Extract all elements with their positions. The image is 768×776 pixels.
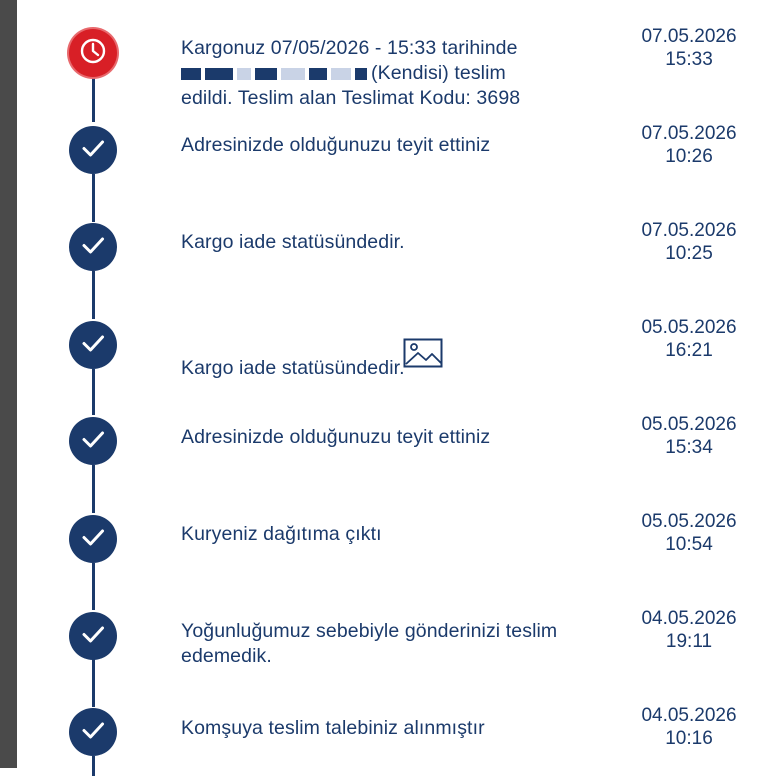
event-date: 07.05.2026 [641,26,737,47]
event-datetime [629,510,749,556]
event-datetime [629,316,749,362]
timeline-connector [92,465,95,513]
event-datetime [629,413,749,459]
status-dot-done [69,417,117,465]
check-icon [79,134,107,167]
event-date: 07.05.2026 [641,220,737,241]
status-dot-delivered [69,29,117,77]
timeline-connector [92,76,95,122]
timeline-connector [92,756,95,776]
event-description-line [181,61,591,86]
event-time: 19:11 [665,631,713,652]
event-time: 10:25 [665,243,713,264]
event-description [181,338,591,381]
redacted-name-block [181,68,201,80]
check-icon [79,329,107,362]
event-datetime [629,219,749,265]
image-icon[interactable] [403,338,443,375]
event-description: Kargo iade statüsündedir. [181,231,405,253]
event-date: 07.05.2026 [641,123,737,144]
status-dot-done [69,708,117,756]
event-description: Komşuya teslim talebiniz alınmıştır [181,717,485,739]
status-dot-done [69,515,117,563]
clock-icon [78,36,108,71]
redacted-name-block [237,68,251,80]
event-time: 10:54 [665,534,713,555]
check-icon [79,231,107,264]
event-date: 05.05.2026 [641,317,737,338]
check-icon [79,523,107,556]
redacted-name-block [255,68,277,80]
redacted-name-block [205,68,233,80]
left-edge-strip [0,0,17,768]
timeline-connector [92,659,95,707]
redacted-name-block [281,68,305,80]
event-date: 05.05.2026 [641,414,737,435]
event-date: 04.05.2026 [641,705,737,726]
timeline-connector [92,174,95,222]
event-datetime [629,122,749,168]
event-time: 15:33 [665,49,713,70]
check-icon [79,425,107,458]
shipment-timeline [17,0,768,768]
event-date: 04.05.2026 [641,608,737,629]
redacted-name-block [331,68,351,80]
status-dot-done [69,321,117,369]
timeline-connector [92,271,95,319]
event-description-line: edildi. Teslim alan Teslimat Kodu: 3698 [181,87,521,109]
event-time: 10:26 [665,146,713,167]
redacted-name-block [309,68,327,80]
event-datetime [629,607,749,653]
redacted-name-block [355,68,367,80]
event-time: 16:21 [665,340,713,361]
event-date: 05.05.2026 [641,511,737,532]
status-dot-done [69,126,117,174]
check-icon [79,716,107,749]
timeline-connector [92,563,95,610]
event-description: Adresinizde olduğunuzu teyit ettiniz [181,134,491,156]
event-description-line: Kargonuz 07/05/2026 - 15:33 tarihinde [181,37,518,59]
event-datetime [629,704,749,750]
status-dot-done [69,612,117,660]
event-description: Yoğunluğumuz sebebiyle gönderinizi teslim edemedik. [181,620,558,667]
event-description [181,36,591,111]
status-dot-done [69,223,117,271]
event-datetime [629,25,749,71]
event-description: Kuryeniz dağıtıma çıktı [181,523,382,545]
timeline-connector [92,369,95,415]
check-icon [79,620,107,653]
event-time: 15:34 [665,437,713,458]
event-time: 10:16 [665,728,713,749]
event-description-text: (Kendisi) teslim [371,62,506,84]
event-description: Adresinizde olduğunuzu teyit ettiniz [181,426,491,448]
event-description-text: Kargo iade statüsündedir. [181,357,405,379]
